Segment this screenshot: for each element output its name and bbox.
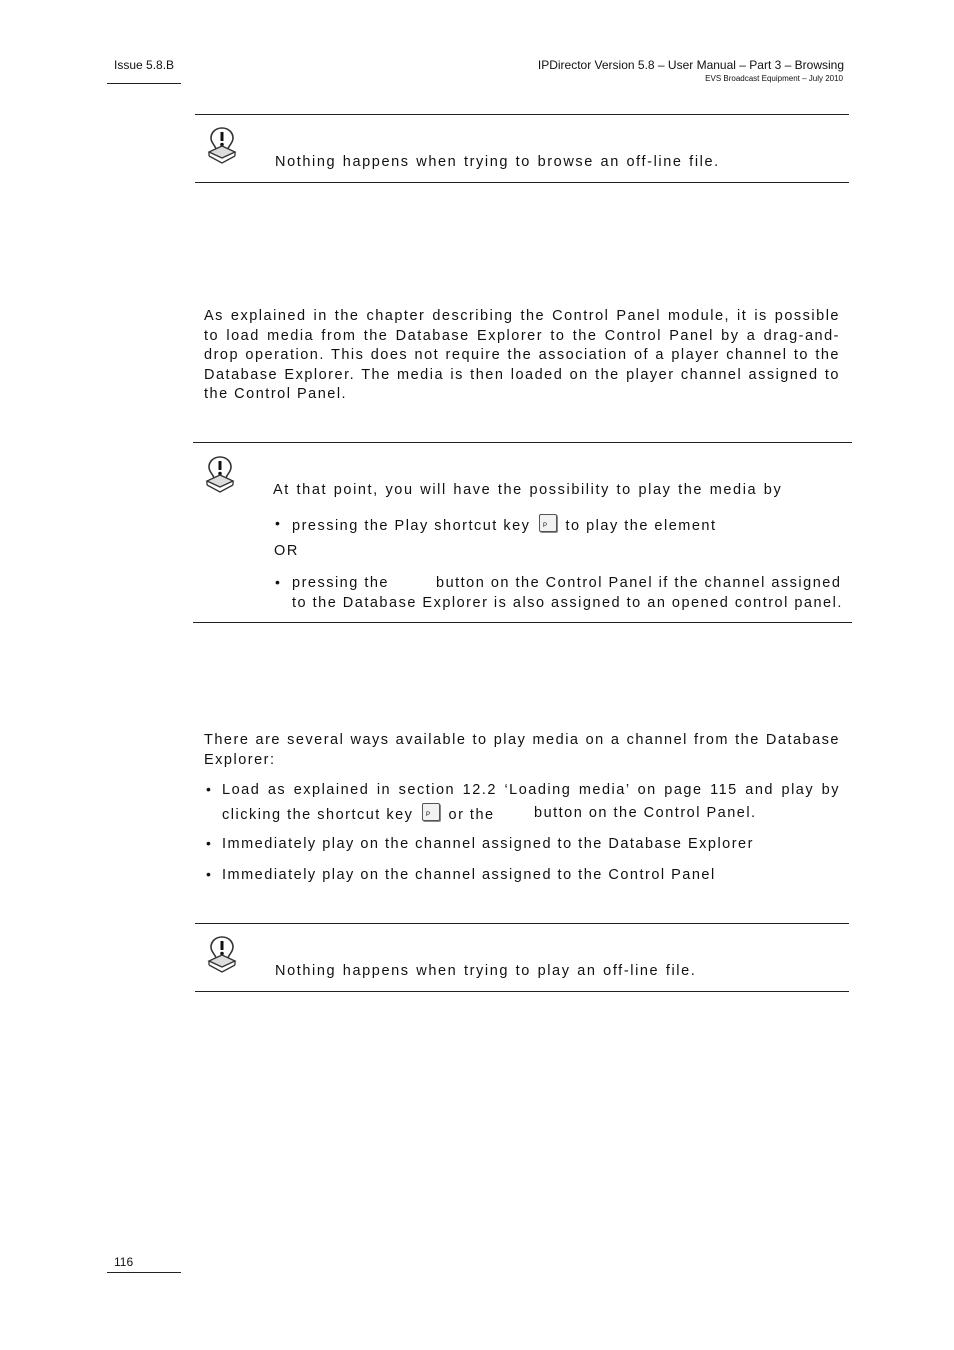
play-bullet-1-line2b: button on the Control Panel. <box>534 805 757 821</box>
note3-text: Nothing happens when trying to play an off-line file. <box>275 963 697 979</box>
note2-bullet-2-line1a: pressing the <box>292 575 389 591</box>
note-icon <box>206 935 238 975</box>
play-bullet-1-line1: Load as explained in section 12.2 ‘Loading media’ on page 115 and play by <box>222 782 840 798</box>
note2-bullet-2-line2: to the Database Explorer is also assigned to an opened control panel. <box>292 595 843 611</box>
issue-label: Issue 5.8.B <box>114 58 175 72</box>
bullet-dot: • <box>275 574 280 590</box>
note1-top-rule <box>195 114 849 115</box>
note2-intro: At that point, you will have the possibility to play the media by <box>273 482 783 498</box>
header-rule-left <box>107 83 181 84</box>
document-subtitle: EVS Broadcast Equipment – July 2010 <box>705 74 843 83</box>
note-icon <box>206 126 238 166</box>
note2-top-rule <box>193 442 852 443</box>
note-icon <box>204 455 236 495</box>
note1-bottom-rule <box>195 182 849 183</box>
play-bullet-3: Immediately play on the channel assigned to the Control Panel <box>222 867 716 883</box>
note2-bullet-1 <box>292 514 717 536</box>
document-title: IPDirector Version 5.8 – User Manual – Part 3 – Browsing <box>537 58 844 72</box>
bullet-dot: • <box>275 515 280 531</box>
play-key-icon: P <box>539 514 557 532</box>
note2-bullet-2-line1b: button on the Control Panel if the channel assigned <box>436 575 842 591</box>
bullet-dot: • <box>206 835 211 851</box>
play-key-icon: P <box>422 803 440 821</box>
page-number: 116 <box>114 1255 134 1269</box>
bullet-dot: • <box>206 866 211 882</box>
note2-bottom-rule <box>193 622 852 623</box>
note2-bullet-1-post: to play the element <box>565 518 717 534</box>
footer-rule <box>107 1272 181 1273</box>
note1-text: Nothing happens when trying to browse an off-line file. <box>275 154 720 170</box>
play-bullet-1-line2a: clicking the shortcut key P or the <box>222 803 495 825</box>
paragraph-loading: As explained in the chapter describing the Control Panel module, it is possible to load media from the Database Explorer to the Control Panel by a drag-and-drop operation. This does not require the association of a player channel to the Database Explorer. The media is then loaded on the player channel assigned to the Control Panel. <box>204 308 840 402</box>
note3-bottom-rule <box>195 991 849 992</box>
bullet-dot: • <box>206 781 211 797</box>
play-bullet-2: Immediately play on the channel assigned to the Database Explorer <box>222 836 754 852</box>
note2-or: OR <box>274 543 299 559</box>
paragraph-playing: There are several ways available to play media on a channel from the Database Explorer: <box>204 732 840 768</box>
note2-bullet-1-pre: pressing the Play shortcut key <box>292 518 531 534</box>
note3-top-rule <box>195 923 849 924</box>
